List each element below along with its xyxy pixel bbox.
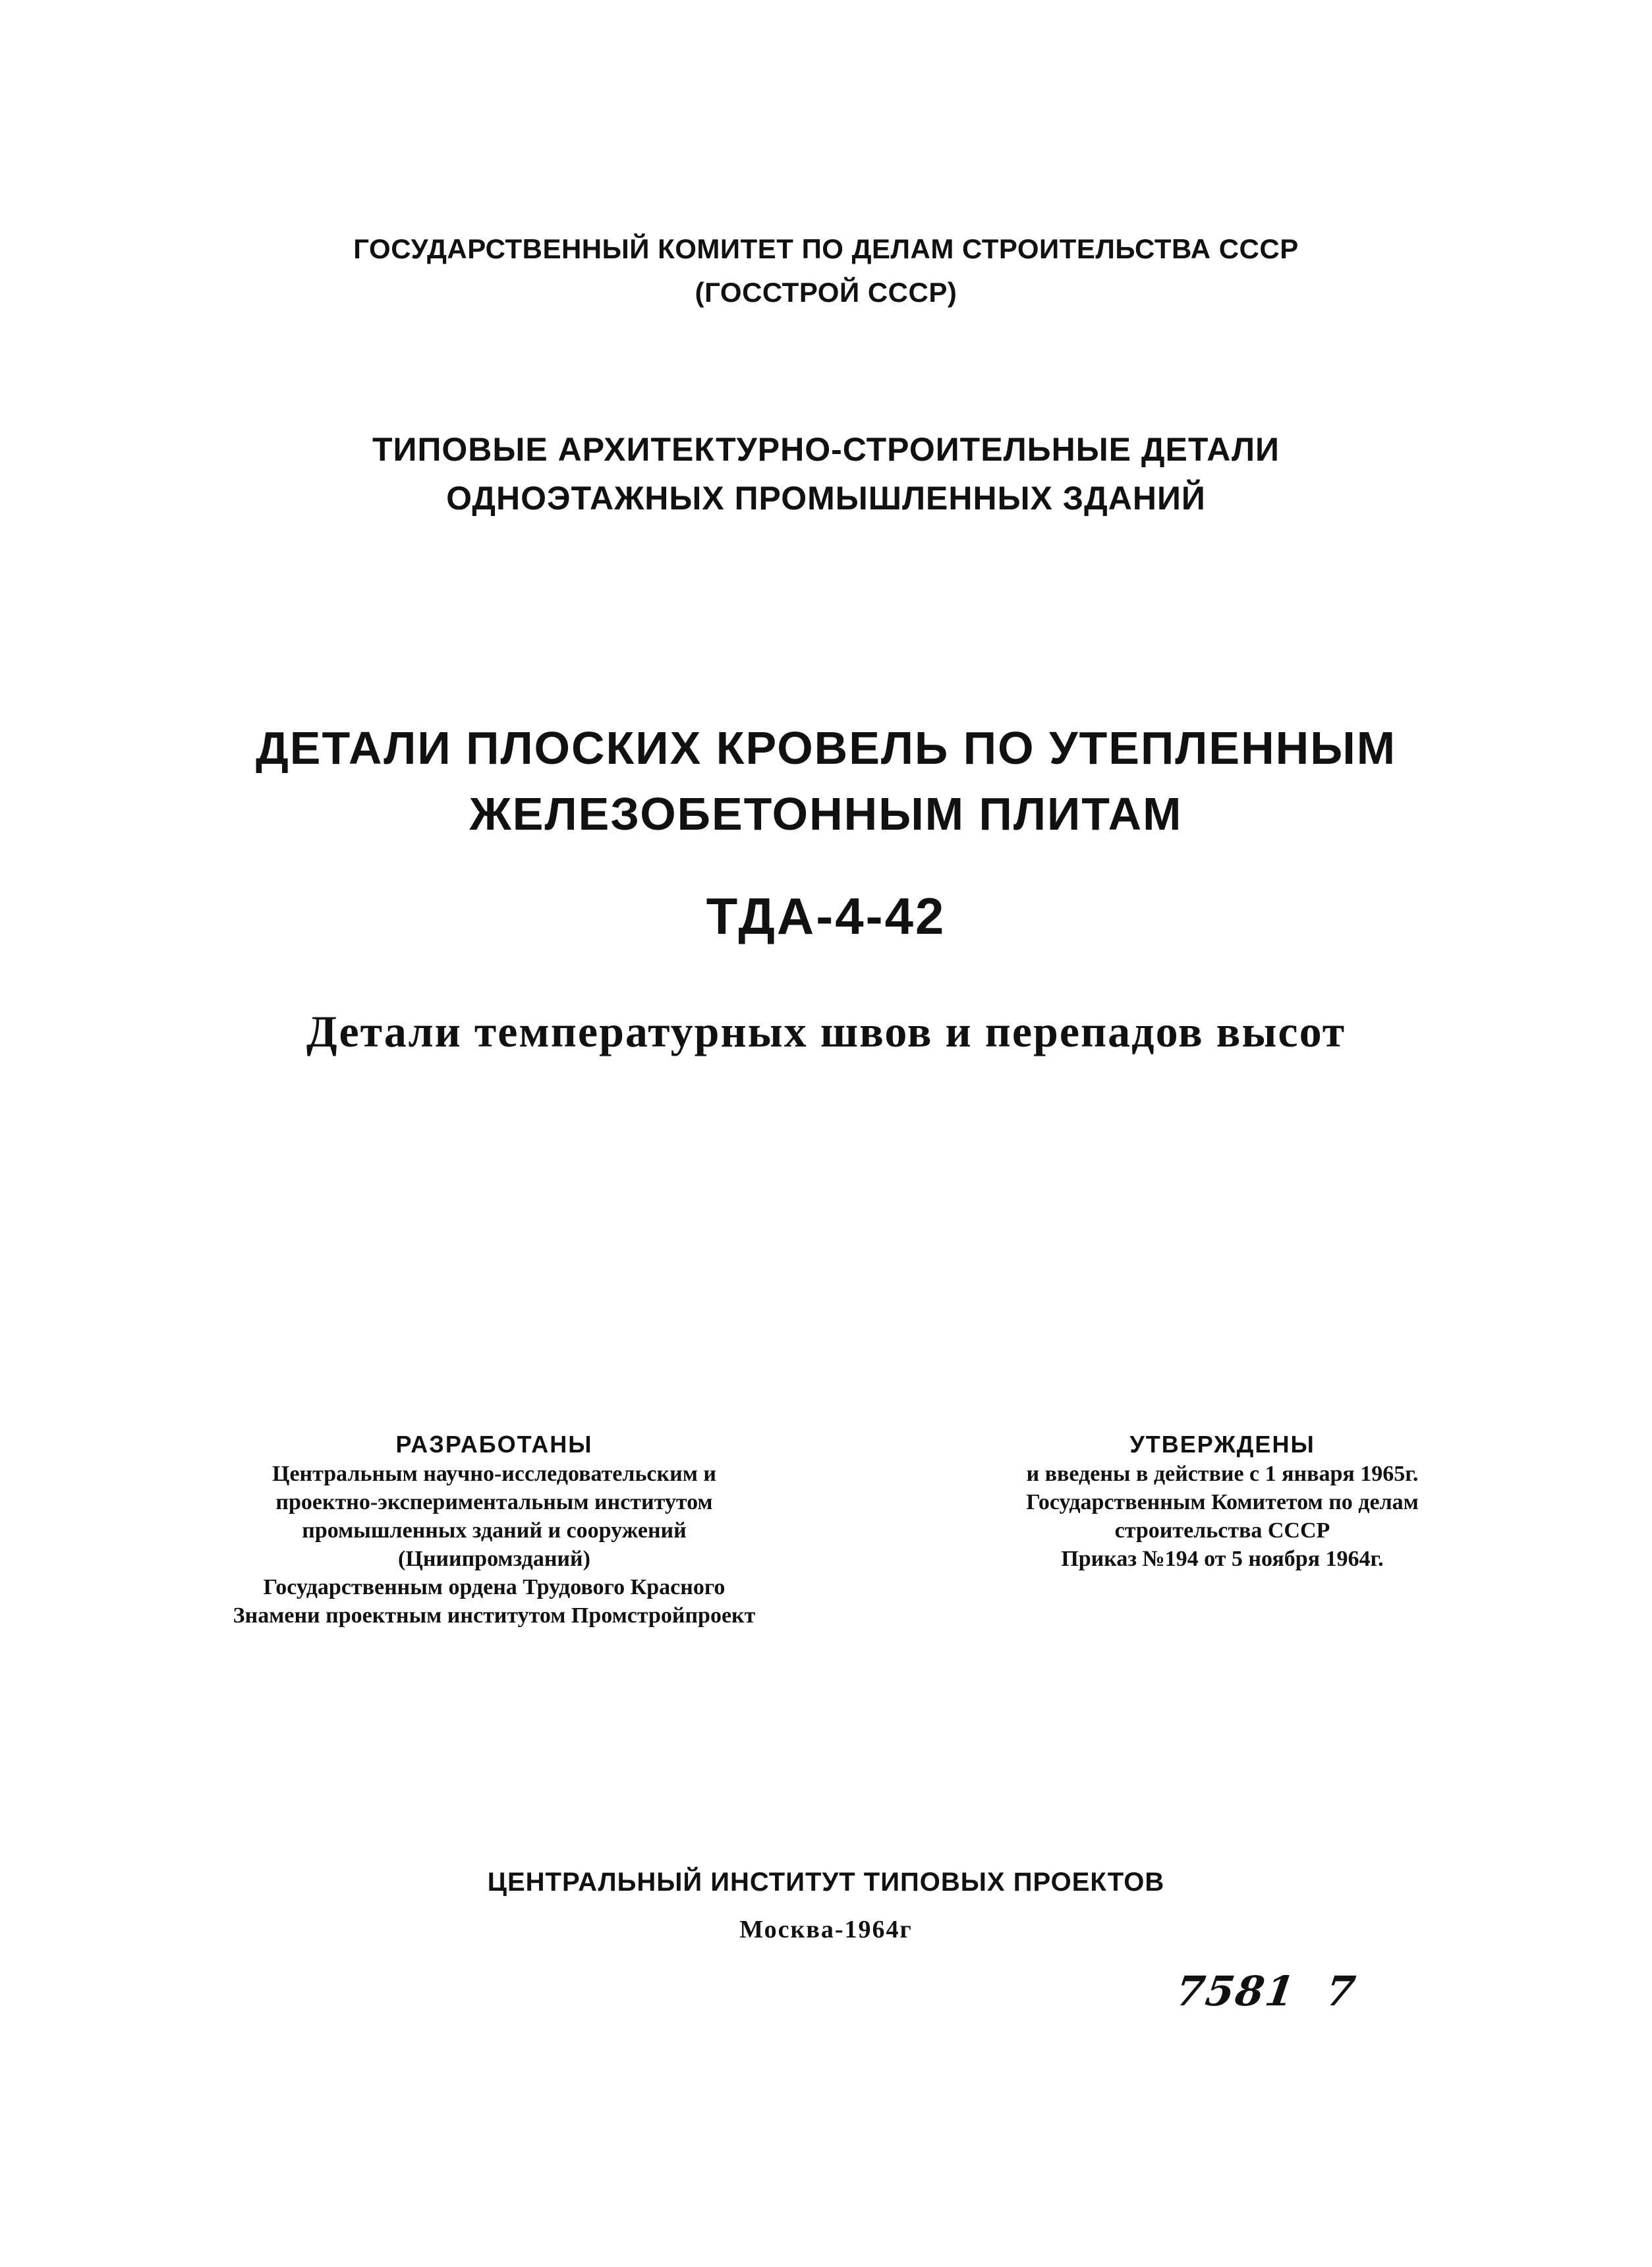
committee-abbreviation: (ГОССТРОЙ СССР) (695, 277, 957, 308)
publisher (0, 1858, 1652, 1953)
document-title (0, 715, 1652, 847)
document-title-line-2: ЖЕЛЕЗОБЕТОННЫМ ПЛИТАМ (469, 788, 1183, 840)
approved-line: Государственным Комитетом по делам (1026, 1490, 1419, 1514)
approved-heading: УТВЕРЖДЕНЫ (1129, 1431, 1315, 1458)
developed-line: проектно-экспериментальным институтом (275, 1490, 713, 1514)
developed-line: Государственным ордена Трудового Красного (263, 1575, 726, 1599)
approved-line: Приказ №194 от 5 ноября 1964г. (1061, 1547, 1384, 1571)
series-title (0, 425, 1652, 523)
document-title-line-1: ДЕТАЛИ ПЛОСКИХ КРОВЕЛЬ ПО УТЕПЛЕННЫМ (255, 722, 1397, 774)
committee-name: ГОСУДАРСТВЕННЫЙ КОМИТЕТ ПО ДЕЛАМ СТРОИТЕЛЬСТВА СССР (353, 233, 1299, 264)
publisher-city-year: Москва-1964г (739, 1916, 913, 1943)
document-code: ТДА-4-42 (706, 887, 946, 945)
developed-line: Центральным научно-исследовательским и (272, 1462, 716, 1486)
developed-line: промышленных зданий и сооружений (302, 1518, 687, 1543)
handwritten-inventory-number: 7581 7 (1172, 1967, 1360, 2015)
developed-heading: РАЗРАБОТАНЫ (395, 1431, 593, 1458)
developed-by-column (165, 1430, 824, 1630)
publisher-name: ЦЕНТРАЛЬНЫЙ ИНСТИТУТ ТИПОВЫХ ПРОЕКТОВ (487, 1868, 1165, 1897)
series-title-line-1: ТИПОВЫЕ АРХИТЕКТУРНО-СТРОИТЕЛЬНЫЕ ДЕТАЛИ (372, 431, 1280, 468)
document-subtitle: Детали температурных швов и перепадов высот (306, 1006, 1346, 1056)
approved-by-column (906, 1430, 1539, 1573)
approved-line: строительства СССР (1114, 1518, 1330, 1543)
committee-header (0, 227, 1652, 314)
developed-line: Знамени проектным институтом Промстройпроект (233, 1603, 756, 1628)
approved-line: и введены в действие с 1 января 1965г. (1026, 1462, 1419, 1486)
series-title-line-2: ОДНОЭТАЖНЫХ ПРОМЫШЛЕННЫХ ЗДАНИЙ (446, 480, 1206, 517)
developed-line: (Цниипромзданий) (398, 1547, 590, 1571)
